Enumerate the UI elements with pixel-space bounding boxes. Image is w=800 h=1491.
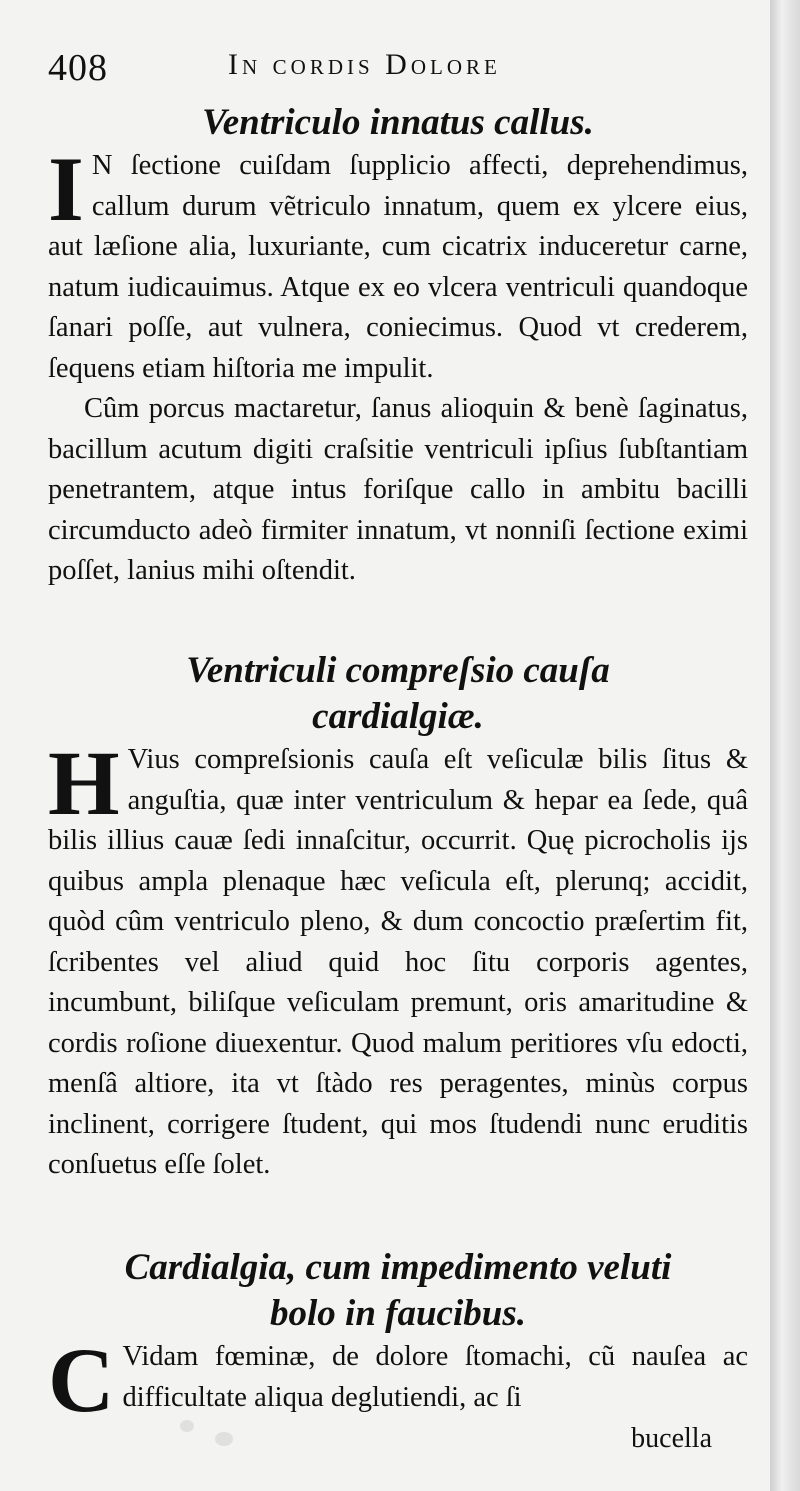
- drop-capital: I: [48, 138, 84, 240]
- drop-capital: C: [48, 1329, 115, 1431]
- section-cardialgia-bolo: [48, 1245, 748, 1431]
- paragraph: [48, 389, 748, 592]
- paragraph-text: Vius compreſsionis cauſa eſt veſiculæ bilis ſitus & anguſtia, quæ inter ventriculum & hepar ea ſede, quâ bilis illius cauæ ſedi innaſcitur, occurrit. Quę picrocholis ijs quibus ampla plenaque hæc veſicula eſt, plerunq; accidit, quòd cûm ventriculo pleno, & dum concoctio præſertim fit, ſcribentes vel aliud quid hoc ſitu corporis agentes, incumbunt, biliſque veſiculam premunt, oris amaritudine & cordis roſione diuexentur. Quod malum peritiores vſu edocti, menſâ altiore, ita vt ſtàdo res peragentes, minùs corpus inclinent, corrigere ſtudent, qui mos ſtudendi nunc eruditis conſuetus eſſe ſolet.: [48, 744, 748, 1180]
- paragraph-text: N ſectione cuiſdam ſupplicio affecti, deprehendimus, callum durum vẽtriculo innatum, quem ex ylcere eius, aut læſione alia, luxuriante, cum cicatrix induceretur carne, natum iudicauimus. Atque ex eo vlcera ventriculi quandoque ſanari poſſe, aut vulnera, coniecimus. Quod vt crederem, ſequens etiam hiſtoria me impulit.: [48, 150, 748, 384]
- section-ventriculo-callus: [48, 100, 748, 592]
- section-compressio-cardialgiae: [48, 648, 748, 1186]
- page-edge: [770, 0, 800, 1491]
- section-heading: Cardialgia, cum impedimento veluti bolo in faucibus.: [124, 1247, 672, 1334]
- page-number: 408: [48, 47, 108, 89]
- paragraph-text: Cûm porcus mactaretur, ſanus alioquin & benè ſaginatus, bacillum acutum digiti craſsitie ventriculi ipſius ſubſtantiam penetrantem, atque intus foriſque callo in ambitu bacilli circumducto adeò firmiter innatum, vt nonniſi ſectione eximi poſſet, lanius mihi oſtendit.: [48, 393, 748, 586]
- paragraph: [48, 1329, 748, 1431]
- running-head: In cordis Dolore: [228, 48, 501, 81]
- page-header: [48, 40, 748, 96]
- paragraph: [48, 138, 748, 389]
- catchword: bucella: [631, 1423, 712, 1454]
- section-heading: Ventriculi compreſsio cauſa cardialgiæ.: [186, 650, 610, 737]
- ink-speck: [215, 1432, 233, 1446]
- paragraph-text: Vidam fœminæ, de dolore ſtomachi, cũ nauſea ac difficultate aliqua deglutiendi, ac ſi: [122, 1341, 748, 1413]
- paragraph: [48, 732, 748, 1186]
- ink-speck: [180, 1420, 194, 1432]
- drop-capital: H: [48, 732, 120, 834]
- section-heading: Ventriculo innatus callus.: [202, 102, 594, 143]
